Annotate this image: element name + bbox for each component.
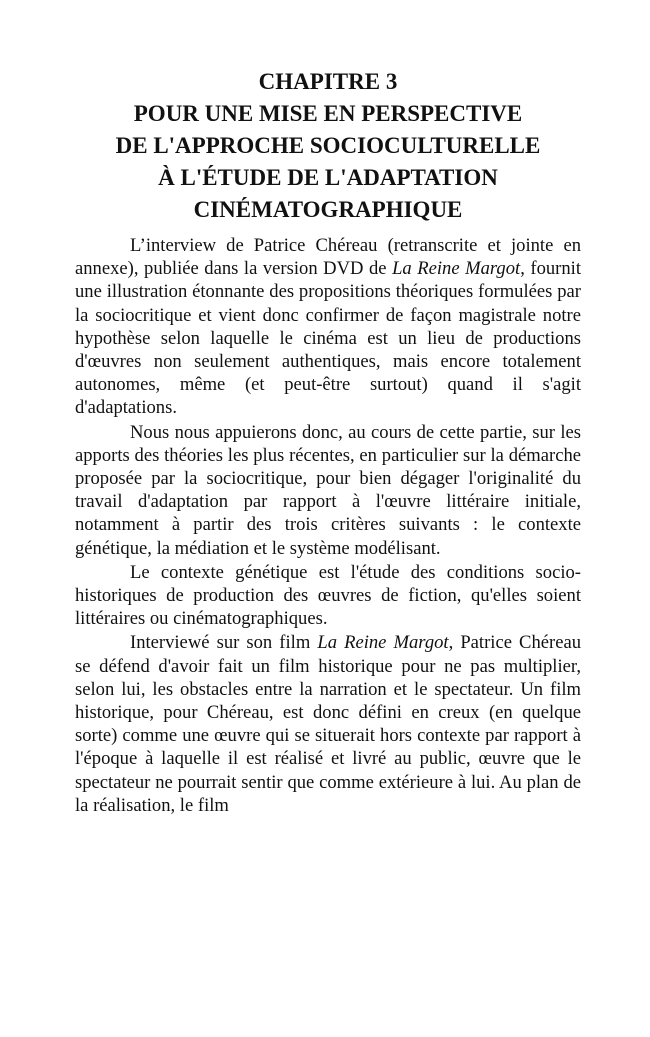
film-title-reference: La Reine Margot bbox=[392, 258, 521, 280]
film-title-reference: La Reine Margot bbox=[317, 632, 449, 654]
paragraph-4-text-start: Interviewé sur son film bbox=[130, 632, 318, 654]
paragraph-1-text-start: L’interview de Patrice Chéreau (retranscrite et jointe en annexe), publiée dans la version DVD de bbox=[75, 235, 581, 280]
paragraph-4 bbox=[75, 631, 581, 817]
chapter-title-line-1: POUR UNE MISE EN PERSPECTIVE bbox=[133, 101, 523, 126]
paragraph-2: Nous nous appuierons donc, au cours de cette partie, sur les apports des théories les plus récentes, en particulier sur la démarche proposée par la sociocritique, pour bien dégager l'originalité du travail d'adaptation par rapport à l'œuvre littéraire initiale, notamment à partir des trois critères suivants : le contexte génétique, la médiation et le système modélisant. bbox=[75, 421, 581, 559]
paragraph-4-text-end: , Patrice Chéreau se défend d'avoir fait un film historique pour ne pas multiplier, selon lui, les obstacles entre la narration et le spectateur. Un film historique, pour Chéreau, est donc défini en creux (en quelque sorte) comme une œuvre qui se situerait hors contexte par rapport à l'époque à laquelle il est réalisé et livré au public, œuvre que le spectateur ne pourrait sentir que comme extérieure à lui. Au plan de la réalisation, le film bbox=[75, 632, 581, 816]
chapter-title-line-4: CINÉMATOGRAPHIQUE bbox=[193, 197, 463, 222]
paragraph-1-text-end: , fournit une illustration étonnante des propositions théoriques formulées par la sociocritique et vient donc confirmer de façon magistrale notre hypothèse selon laquelle le cinéma est un lieu de productions d'œuvres non seulement authentiques, mais encore totalement autonomes, même (et peut-être surtout) quand il s'agit d'adaptations. bbox=[75, 258, 581, 419]
paragraph-1 bbox=[75, 234, 581, 420]
document-page bbox=[75, 66, 581, 817]
chapter-title-line-2: DE L'APPROCHE SOCIOCULTURELLE bbox=[115, 133, 541, 158]
chapter-heading bbox=[75, 66, 581, 226]
chapter-number: CHAPITRE 3 bbox=[258, 69, 398, 94]
body-text bbox=[75, 234, 581, 817]
chapter-title-line-3: À L'ÉTUDE DE L'ADAPTATION bbox=[158, 165, 498, 190]
paragraph-3: Le contexte génétique est l'étude des conditions socio-historiques de production des œuvres de fiction, qu'elles soient littéraires ou cinématographiques. bbox=[75, 561, 581, 630]
